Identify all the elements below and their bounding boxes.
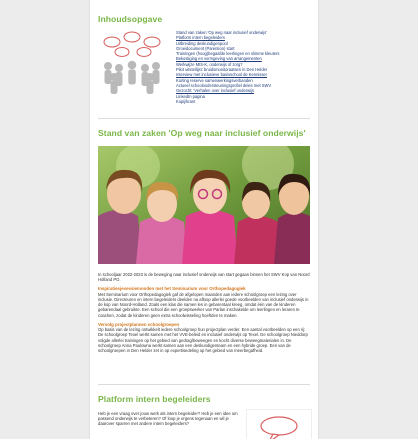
- toc-link[interactable]: Actueel schoolondersteuningsprofiel deles met SWV: [176, 82, 272, 88]
- toc-link[interactable]: Gezocht: 'Verhalen over inclusief onderwijs: [176, 88, 254, 94]
- toc-link[interactable]: Werkwijze MIS-K, onderwijs of zorg?: [176, 61, 243, 67]
- toc-link[interactable]: Trainingen (hoog)begaafde leerlingen en slimme kleuters: [176, 51, 280, 57]
- toc-link[interactable]: Korting reserve samenwerkingsverbanden: [176, 77, 253, 83]
- section-divider: [98, 118, 310, 119]
- section-divider: [98, 384, 310, 385]
- toc-title: Inhoudsopgave: [98, 14, 163, 24]
- stand-intro: In schooljaar 2022-2023 is de beweging naar inclusief onderwijs van start gegaan binnen het SWV Kop van Noord Holland PO.: [98, 272, 310, 283]
- platform-content: [98, 411, 238, 427]
- toc-link[interactable]: Kopij/krant: [176, 98, 196, 104]
- children-photo: [98, 146, 310, 264]
- toc-link[interactable]: Uitbreiding deskundigenpool: [176, 40, 228, 46]
- toc-list: [176, 30, 314, 104]
- toc-link[interactable]: Stand van zaken 'Op weg naar inclusief onderwijs': [176, 30, 267, 35]
- subheading-inspiration: Inspiratiesjesessiemonden met het Seminarium voor Orthopedagogiek: [98, 286, 246, 292]
- toc-link[interactable]: Interview met inclusieve basisschool de Kennisser: [176, 72, 268, 78]
- toc-link[interactable]: Groeidocument (Parention) start: [176, 45, 235, 51]
- toc-link[interactable]: LinkedIn pagina: [176, 93, 205, 99]
- stand-body-2: Op basis van de lezing ontwikkelt iedere schoolgroep hun projectplan verder. Een aantal voorbeelden op een rij: De schoolgroep Texel werkt samen met het VVE-beleid en inclusief onderwijs op Texel. De schoolgroep Nieddorp volgde allerlei trainingen op het gebied van gedrag/beweegen en kocht diverse beweegmaterialen in. De schoolgroep Anna Paulowna werkt samen aan een deskundigenteam en een hybride groep. Een van de schoolgroepen in Den Helder zet in op expertisedeling op het gebied van meerbegafheid.: [98, 327, 308, 354]
- toc-link[interactable]: Pilot uitstellijst: bruidsmonitoraatsen in Den Helder: [176, 67, 268, 73]
- toc-link[interactable]: Platform intern begeleiders: [176, 35, 225, 41]
- stand-content: [98, 272, 310, 353]
- subheading-projectplans: Vervolg projectplannen schoolgroepen: [98, 321, 180, 327]
- toc-link[interactable]: Bekostiging en vormgeving van arrangementen: [176, 56, 262, 62]
- stand-title: Stand van zaken 'Op weg naar inclusief onderwijs': [98, 128, 306, 138]
- platform-title: Platform intern begeleiders: [98, 394, 211, 404]
- platform-intro: Heb je een vraag over jouw werk als intern begeleider? Heb je een idee om passend onderwijs te verbeteren? Of loop je ergens tegenaan en wil je daarover sparren met andere intern begeleiders?: [98, 411, 238, 427]
- people-illustration-icon: [98, 30, 166, 98]
- speech-bubble-icon: [246, 409, 312, 439]
- newsletter-page: [90, 0, 318, 439]
- stand-body-1: Met Seminarium voor Orthopedagogiek gaf de afgelopen maanden aan iedere schoolgroep een lezing over inclusie. Directeuren en intern begeleiders deelden na afloop allerlei goede voorbeelden van inclusief onderwijs in de kop van Noord-Holland. Zoals een klas die samen les in gebarentaal kreeg, omdat één van de kinderen gebarendaal gebruikte. Een school die een groepswerker van Parlan inschakelde om leerlingen en leraren te coachen, zodat de kinderen geen extra schoolwisseling hoeftden te maken.: [98, 291, 309, 318]
